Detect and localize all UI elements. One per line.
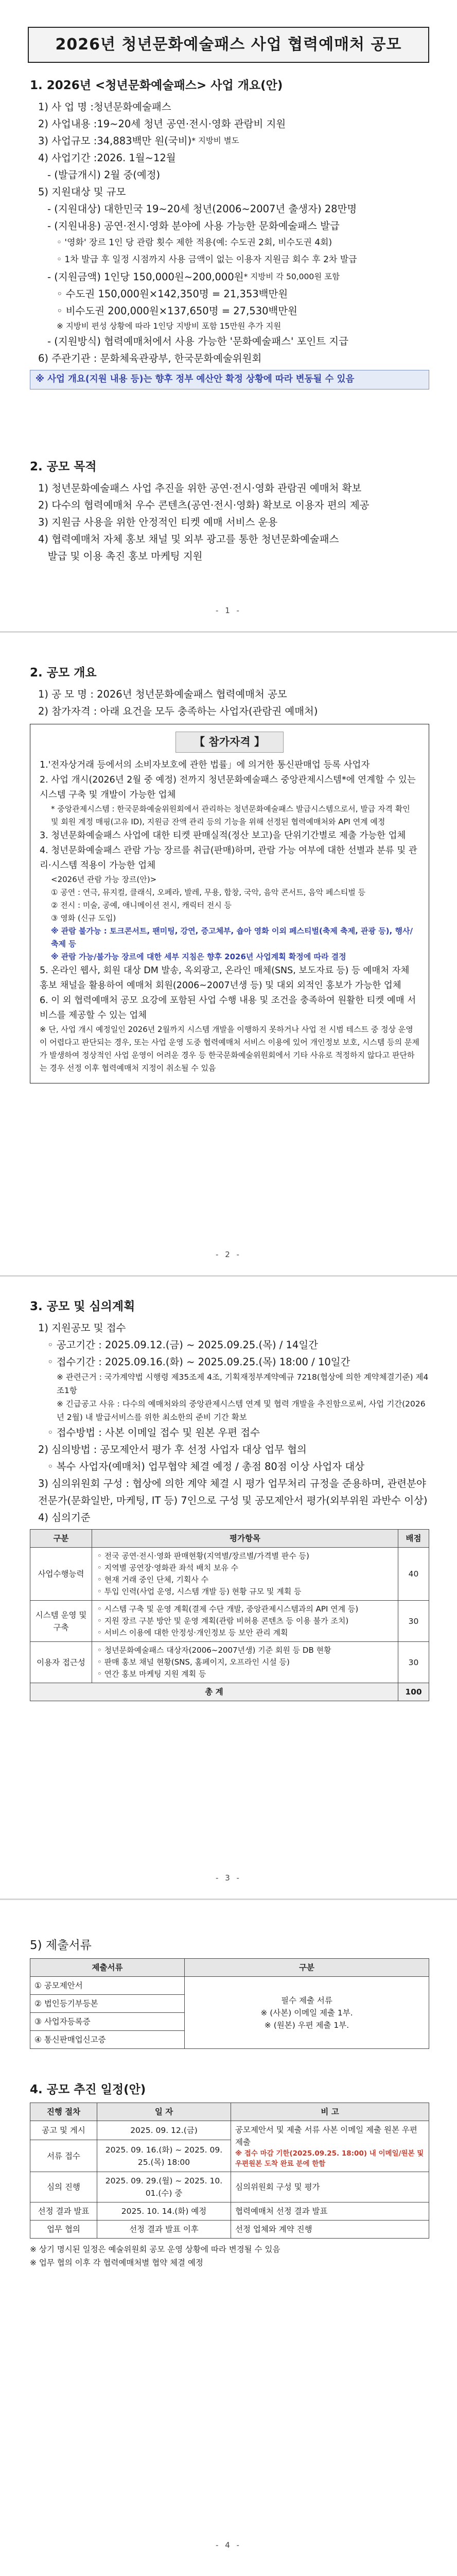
criteria-category: 사업수행능력 xyxy=(30,1548,92,1601)
overview-row: 2) 사업내용 : 19~20세 청년 공연·전시·영화 관람비 지원 xyxy=(38,118,286,130)
document-item: ① 공모제안서 xyxy=(30,1977,185,1995)
document-title: 2026년 청년문화예술패스 사업 협력예매처 공모 xyxy=(55,36,402,54)
schedule-step: 업무 협의 xyxy=(30,2221,97,2239)
overview-row: 5) 지원대상 및 규모 xyxy=(38,186,126,198)
genre-heading: <2026년 관람 가능 장르(안)> xyxy=(51,874,157,884)
amount-line: ◦ 수도권 150,000원×142,350명 = 21,353백만원 xyxy=(57,288,288,300)
page-number: - 3 - xyxy=(216,1873,241,1883)
document-item: ③ 사업자등록증 xyxy=(30,2013,185,2031)
support-line: - (지원내용) 공연·전시·영화 분야에 사용 가능한 문화예술패스 발급 xyxy=(47,220,340,232)
outline-row: 1) 공 모 명 : 2026년 청년문화예술패스 협력예매처 공모 xyxy=(38,688,287,701)
support-line: - (지원금액) 1인당 150,000원~200,000원 * 지방비 각 50,000원 포함 xyxy=(47,271,340,283)
schedule-date: 2025. 09. 16.(화) ~ 2025. 09. 25.(목) 18:00 xyxy=(97,2140,231,2172)
support-line: - (지원대상) 대한민국 19~20세 청년(2006~2007년 출생자) 28만명 xyxy=(47,203,357,215)
document-item: ④ 통신판매업신고증 xyxy=(30,2031,185,2049)
schedule-footnote: ※ 업무 협의 이후 각 협력예매처별 협약 체결 예정 xyxy=(30,2258,203,2268)
table-total-row xyxy=(30,1683,429,1701)
review-row: 3) 심의위원회 구성 : 협상에 의한 계약 체결 시 평가 업무처리 규정을 준용하며, 관련분야 전문가(문화일반, 마케팅, IT 등) 7인으로 구성 및 공모제안서 평가(외부위원 과반수 이상) xyxy=(38,1478,428,1507)
qualification-item: 1.'전자상거래 등에서의 소비자보호에 관한 법률」에 의거한 통신판매업 등록 사업자 xyxy=(40,759,370,770)
purpose-item: 3) 지원금 사용을 위한 안정적인 티켓 예매 서비스 운용 xyxy=(38,516,278,529)
qualification-item: 5. 온라인 웹사, 회원 대상 DM 발송, 옥외광고, 온라인 매체(SNS, 보도자료 등) 등 예매처 자체 홍보 채널을 활용하여 예매처 회원(2006~2007년생 등) 및 대외 외적인 홍보가 가능한 업체 xyxy=(40,965,410,991)
table-header: 구분 xyxy=(30,1530,92,1548)
criteria-score: 30 xyxy=(398,1601,429,1642)
page-divider xyxy=(0,631,457,633)
table-header: 평가항목 xyxy=(92,1530,398,1548)
overview-row: 3) 사업규모 : 34,883백만 원(국비) * 지방비 별도 xyxy=(38,135,239,147)
genre-item: ① 공연 : 연극, 뮤지컬, 클래식, 오페라, 발레, 무용, 합창, 국악, 음악 콘서트, 음악 페스티벌 등 xyxy=(51,887,366,897)
support-method: - (지원방식) 협력예매처에서 사용 가능한 '문화예술패스' 포인트 지급 xyxy=(47,335,348,348)
table-row xyxy=(30,1642,429,1683)
overview-row: 4) 사업기간 : 2026. 1월~12월 xyxy=(38,152,176,164)
organizer: 6) 주관기관 : 문화체육관광부, 한국문화예술위원회 xyxy=(38,352,262,365)
purpose-item: 2) 다수의 협력예매처 우수 콘텐츠(공연·전시·영화) 확보로 이용자 편의 제공 xyxy=(38,499,370,512)
schedule-note: 선정 업체와 계약 진행 xyxy=(231,2221,429,2239)
amount-footnote: ※ 지방비 편성 상황에 따라 1인당 지방비 포함 15만원 추가 지원 xyxy=(57,321,282,331)
table-header: 진행 절차 xyxy=(30,2103,97,2121)
table-header-row xyxy=(30,1959,429,1977)
purpose-item: 4) 협력예매처 자체 홍보 채널 및 외부 광고를 통한 청년문화예술패스 xyxy=(38,533,339,546)
section-overview xyxy=(30,77,429,389)
table-header: 제출서류 xyxy=(30,1959,185,1977)
schedule-step: 심의 진행 xyxy=(30,2172,97,2202)
receipt-method: ◦ 접수방법 : 사본 이메일 접수 및 원본 우편 접수 xyxy=(47,1427,260,1439)
table-row xyxy=(30,2121,429,2140)
table-row xyxy=(30,1601,429,1642)
support-line: ◦ 1차 발급 후 일정 시점까지 사용 금액이 없는 이용자 지원금 회수 후 2차 발급 xyxy=(57,255,357,265)
total-score: 100 xyxy=(398,1683,429,1701)
page-number: - 4 - xyxy=(216,2540,241,2550)
review-row: 4) 심의기준 xyxy=(38,1512,91,1524)
criteria-items: ◦ 전국 공연·전시·영화 판매현황(지역별/장르별/가격별 판수 등) ◦ 지역별 공연장·영화관 좌석 배치 보유 수 ◦ 현재 거래 중인 단체, 기획사 수 ◦ 투입 인력(사업 운영, 시스템 개발 등) 현황 규모 및 계획 등 xyxy=(92,1548,398,1601)
cancellation-note: ※ 단, 사업 개시 예정일인 2026년 2월까지 시스템 개발을 이행하지 못하거나 사업 전 시범 테스트 중 정상 운영이 어렵다고 판단되는 경우, 또는 사업 운영 도중 협력예매처 서비스 이용에 있어 개인정보 보호, 시스템 등의 문제가 발생하여 정상적인 사업 운영이 어려운 경우 등 한국문화예술위원회에서 기타 사유로 적정하지 않다고 판단하는 경우 선정 이후 협력예매처 지정이 취소될 수 있음 xyxy=(40,1024,419,1073)
legal-basis: ※ 관련근거 : 국가계약법 시행령 제35조제 4조, 기획재정부계약예규 7218(협상에 의한 계약체결기준) 제4조1항 xyxy=(57,1372,429,1396)
section-heading: 2. 공모 목적 xyxy=(30,460,97,473)
qualification-item: 3. 청년문화예술패스 사업에 대한 티켓 판매실적(정산 보고)을 단위기간별로 제출 가능한 업체 xyxy=(40,830,406,841)
page-number: - 1 - xyxy=(216,606,241,615)
table-header-row xyxy=(30,2103,429,2121)
document-item: ② 법인등기부등본 xyxy=(30,1995,185,2013)
section-contest-outline xyxy=(30,665,429,1083)
schedule-note: 심의위원회 구성 및 평가 xyxy=(231,2172,429,2202)
criteria-table xyxy=(30,1529,429,1701)
excluded-genres: ※ 관람 불가능 : 토크콘서트, 팬미팅, 강연, 증고체부, 숍아 영화 이외 페스티벌(축제 축제, 관광 등), 행사/축제 등 xyxy=(51,926,413,948)
table-header: 배점 xyxy=(398,1530,429,1548)
purpose-item: 1) 청년문화예술패스 사업 추진을 위한 공연·전시·영화 관람권 예매처 확보 xyxy=(38,482,362,495)
qualification-title: 【 참가자격 】 xyxy=(175,732,284,752)
criteria-items: ◦ 청년문화예술패스 대상자(2006~2007년생) 기준 회원 등 DB 현황 ◦ 판매 홍보 채널 현황(SNS, 홈페이지, 오프라인 시설 등) ◦ 연간 홍보 마케팅 지원 계획 등 xyxy=(92,1642,398,1683)
section-review-plan xyxy=(30,1298,429,1701)
schedule-note: 협력예매처 선정 결과 발표 xyxy=(231,2202,429,2221)
review-row: 1) 지원공모 및 접수 xyxy=(38,1322,126,1334)
section-heading: 1. 2026년 <청년문화예술패스> 사업 개요(안) xyxy=(30,79,283,92)
table-header: 일 자 xyxy=(97,2103,231,2121)
qualification-box xyxy=(30,724,429,1083)
page-number: - 2 - xyxy=(216,1250,241,1259)
criteria-items: ◦ 시스템 구축 및 운영 계획(결제 수단 개발, 중앙관제시스템과의 API 연계 등) ◦ 지원 장르 구분 방안 및 운영 계획(관람 비허용 콘텐츠 등 이용 불가 조치) ◦ 서비스 이용에 대한 안정성·개인정보 등 보안 관리 계획 xyxy=(92,1601,398,1642)
schedule-table xyxy=(30,2103,429,2239)
urgent-reason: ※ 긴급공고 사유 : 다수의 예매처와의 중앙관제시스템 연계 및 협력 개발을 추진함으로써, 사업 기간(2026년 2월) 내 발급서비스를 위한 최소한의 준비 기간 확보 xyxy=(57,1399,426,1422)
schedule-footnote: ※ 상기 명시된 일정은 예술위원회 공모 운영 상황에 따라 변경될 수 있음 xyxy=(30,2245,280,2255)
qualification-note: * 중앙관제시스템 : 한국문화예술위원회에서 관리하는 청년문화예술패스 발급시스템으로서, 발급 자격 확인 및 회원 계정 매핑(고유 ID), 지원금 잔액 관리 등의 기능을 위해 선정된 협력예매처와 API 연계 예정 xyxy=(51,804,410,826)
schedule-step: 서류 접수 xyxy=(30,2140,97,2172)
section-heading: 4. 공모 추진 일정(안) xyxy=(30,2083,146,2096)
schedule-date: 2025. 09. 12.(금) xyxy=(97,2121,231,2140)
section-documents xyxy=(30,1937,429,2049)
schedule-note: 공모제안서 및 제출 서류 사본 이메일 제출 원본 우편 제출 ※ 접수 마감 기한(2025.09.25. 18:00) 내 이메일/원본 및 우편원본 도착 완료 분에 한함 xyxy=(231,2121,429,2172)
table-row xyxy=(30,1977,429,1995)
document-title-box xyxy=(28,27,429,63)
amount-line: ◦ 비수도권 200,000원×137,650명 = 27,530백만원 xyxy=(57,305,298,317)
criteria-category: 이용자 접근성 xyxy=(30,1642,92,1683)
total-label: 총 계 xyxy=(30,1683,398,1701)
table-row xyxy=(30,2202,429,2221)
table-header: 구분 xyxy=(185,1959,429,1977)
overview-row: - (발급개시) 2월 중(예정) xyxy=(47,169,161,181)
genre-item: ② 전시 : 미술, 공예, 애니메이션 전시, 캐릭터 전시 등 xyxy=(51,900,232,910)
receipt-period: ◦ 접수기간 : 2025.09.16.(화) ~ 2025.09.25.(목) 18:00 / 10일간 xyxy=(47,1356,350,1368)
table-header: 비 고 xyxy=(231,2103,429,2121)
outline-row: 2) 참가자격 : 아래 요건을 모두 충족하는 사업자(관람권 예매처) xyxy=(38,705,318,718)
genre-item: ③ 영화 (신규 도입) xyxy=(51,913,116,923)
section-heading: 5) 제출서류 xyxy=(30,1939,92,1952)
review-sub: ◦ 복수 사업자(예매처) 업무협약 체결 예정 / 총점 80점 이상 사업자 대상 xyxy=(47,1461,365,1473)
documents-table xyxy=(30,1958,429,2049)
section-heading: 3. 공모 및 심의계획 xyxy=(30,1300,135,1313)
section-heading: 2. 공모 개요 xyxy=(30,666,97,680)
criteria-score: 40 xyxy=(398,1548,429,1601)
qualification-item: 4. 청년문화예술패스 관람 가능 장르를 취급(판매)하며, 관람 가능 여부에 대한 선별과 분류 및 관리·시스템 적용이 가능한 업체 xyxy=(40,845,417,871)
overview-row: 1) 사 업 명 : 청년문화예술패스 xyxy=(38,101,171,113)
budget-notice: ※ 사업 개요(지원 내용 등)는 향후 정부 예산안 확정 상황에 따라 변동될 수 있음 xyxy=(30,370,429,389)
criteria-category: 시스템 운영 및 구축 xyxy=(30,1601,92,1642)
qualification-item: 6. 이 외 협력예매처 공모 요강에 포함된 사업 수행 내용 및 조건을 충족하여 원활한 티켓 예매 서비스를 제공할 수 있는 업체 xyxy=(40,995,416,1021)
qualification-item: 2. 사업 개시(2026년 2월 중 예정) 전까지 청년문화예술패스 중앙관제시스템*에 연계할 수 있는 시스템 구축 및 개발이 가능한 업체 xyxy=(40,774,416,800)
page-divider xyxy=(0,1899,457,1900)
schedule-step: 공고 및 게시 xyxy=(30,2121,97,2140)
review-row: 2) 심의방법 : 공모제안서 평가 후 선정 사업자 대상 업무 협의 xyxy=(38,1444,307,1456)
table-header-row xyxy=(30,1530,429,1548)
section-schedule xyxy=(30,2081,429,2269)
notice-period: ◦ 공고기간 : 2025.09.12.(금) ~ 2025.09.25.(목) / 14일간 xyxy=(47,1339,319,1351)
schedule-step: 선정 결과 발표 xyxy=(30,2202,97,2221)
purpose-item: 발급 및 이용 촉진 홍보 마케팅 지원 xyxy=(38,550,203,563)
genre-guideline-note: ※ 관람 가능/불가능 장르에 대한 세부 지침은 향후 2026년 사업계획 확정에 따라 결정 xyxy=(51,952,346,961)
table-row xyxy=(30,2221,429,2239)
criteria-score: 30 xyxy=(398,1642,429,1683)
submission-rule: 필수 제출 서류 ※ (사본) 이메일 제출 1부. ※ (원본) 우편 제출 1부. xyxy=(185,1977,429,2049)
schedule-date: 2025. 09. 29.(월) ~ 2025. 10. 01.(수) 중 xyxy=(97,2172,231,2202)
support-line: ◦ '영화' 장르 1인 당 관람 횟수 제한 적용(예: 수도권 2회, 비수도권 4회) xyxy=(57,238,332,248)
schedule-date: 선정 결과 발표 이후 xyxy=(97,2221,231,2239)
table-row xyxy=(30,1548,429,1601)
table-row xyxy=(30,2172,429,2202)
section-purpose xyxy=(30,459,429,565)
schedule-date: 2025. 10. 14.(화) 예정 xyxy=(97,2202,231,2221)
page-divider xyxy=(0,1275,457,1277)
